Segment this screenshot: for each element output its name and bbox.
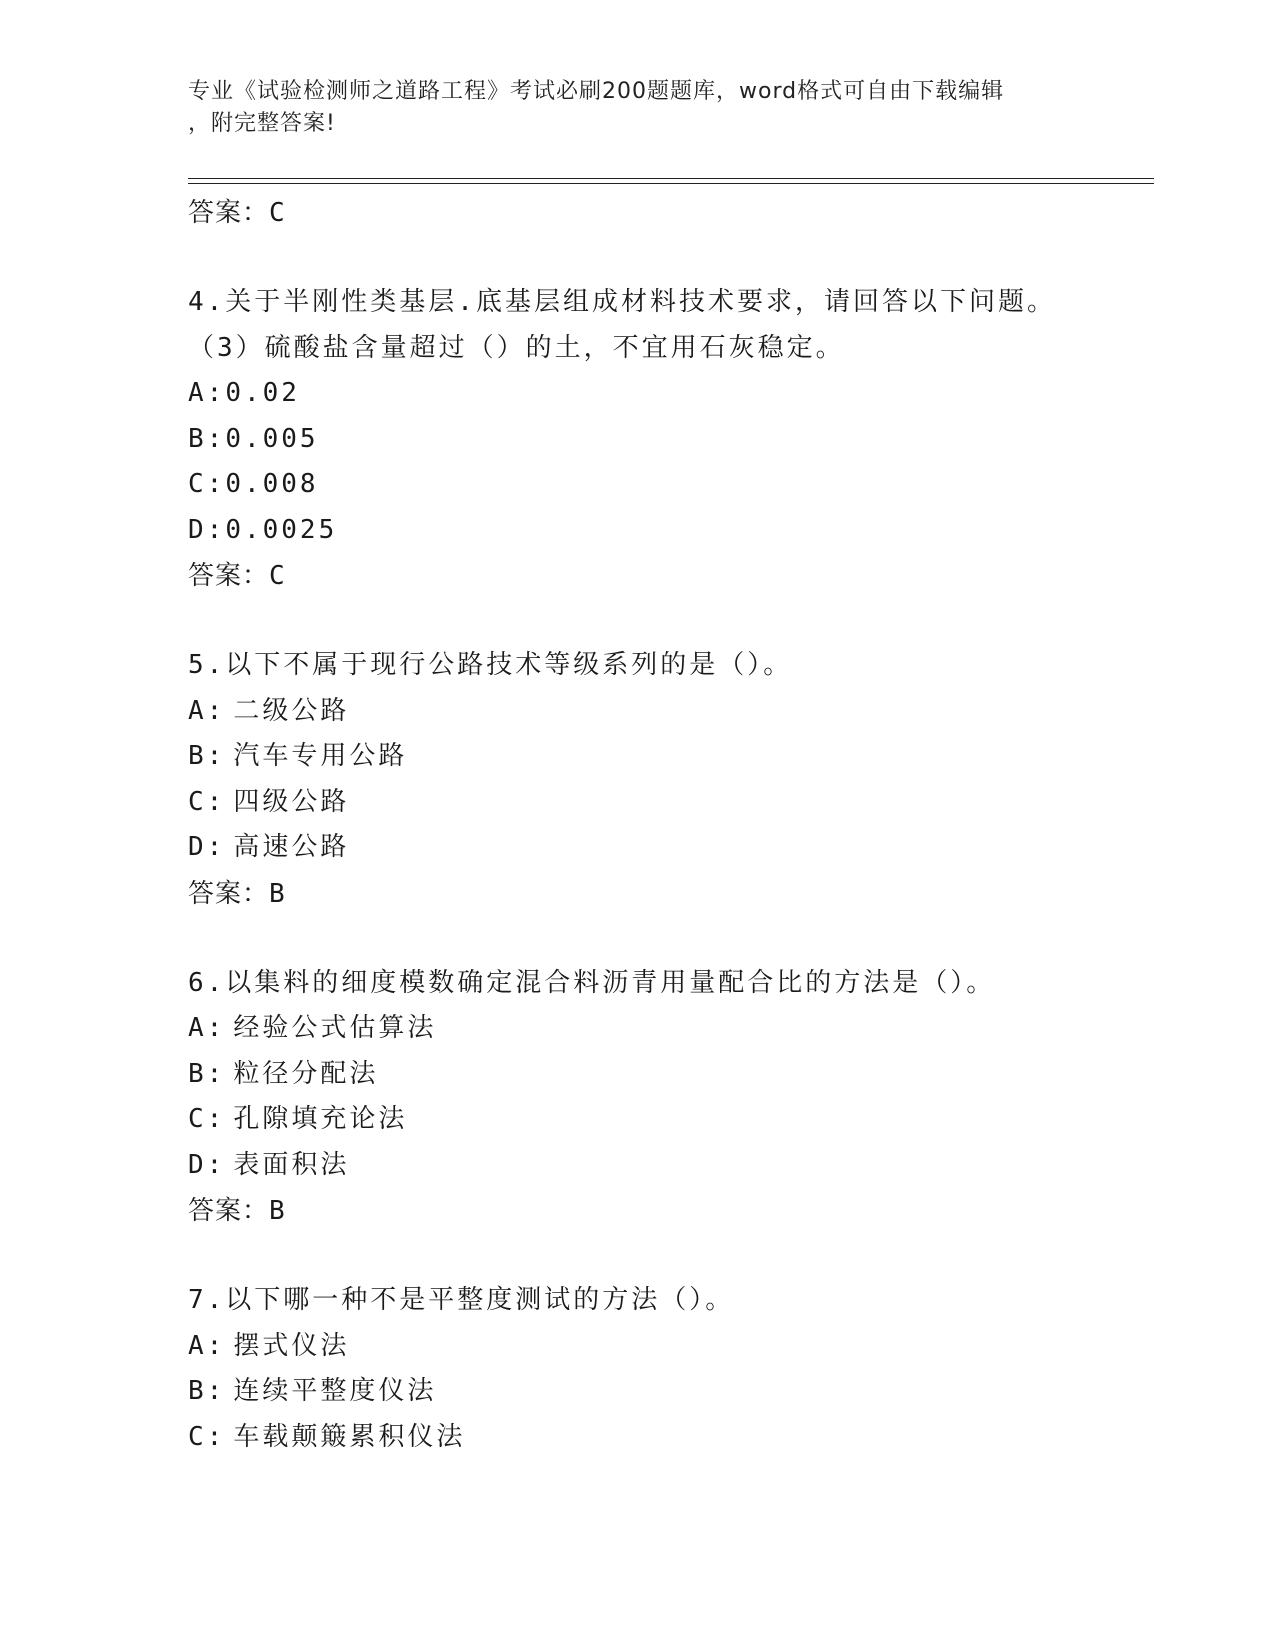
option-text: 0.008	[225, 469, 319, 499]
option-text: 经验公式估算法	[233, 1013, 437, 1043]
option-b	[188, 1369, 1148, 1415]
question-stem-continuation: （3）硫酸盐含量超过（）的土，不宜用石灰稳定。	[188, 332, 845, 363]
option-text: 表面积法	[233, 1149, 350, 1180]
answer-line	[188, 190, 1148, 236]
option-b	[188, 417, 1148, 463]
answer-line	[188, 1188, 1148, 1234]
option-d	[188, 825, 1148, 871]
option-letter: A:	[188, 1330, 226, 1361]
option-letter: B:	[188, 741, 226, 771]
header-divider-top	[188, 178, 1154, 179]
option-text: 汽车专用公路	[233, 741, 408, 771]
question-stem: 6.以集料的细度模数确定混合料沥青用量配合比的方法是（）。	[188, 967, 996, 998]
option-letter: C:	[188, 1104, 226, 1134]
option-a	[188, 1006, 1148, 1052]
option-b	[188, 1052, 1148, 1098]
option-a	[188, 1324, 1148, 1370]
question-stem: 5.以下不属于现行公路技术等级系列的是（）。	[188, 650, 793, 680]
option-text: 粒径分配法	[233, 1058, 379, 1089]
option-letter: B:	[188, 1058, 226, 1089]
option-d	[188, 508, 1148, 554]
option-letter: D:	[188, 1149, 226, 1180]
option-a	[188, 371, 1148, 417]
question-item	[188, 961, 1148, 1235]
answer-line	[188, 871, 1148, 917]
answer-label: 答案：	[188, 561, 270, 591]
question-item	[188, 643, 1148, 917]
option-c	[188, 462, 1148, 508]
header-divider-bottom	[188, 183, 1154, 184]
question-item	[188, 1278, 1148, 1460]
answer-value: B	[269, 878, 286, 909]
option-letter: A:	[188, 1013, 226, 1043]
option-d	[188, 1143, 1148, 1189]
option-c	[188, 1097, 1148, 1143]
answer-value: C	[269, 561, 286, 591]
option-text: 0.0025	[225, 514, 338, 545]
header-title-line: 专业《试验检测师之道路工程》考试必刷200题题库，word格式可自由下载编辑	[188, 79, 1005, 104]
option-c	[188, 1415, 1148, 1461]
document-header	[188, 76, 1088, 140]
option-text: 四级公路	[233, 786, 350, 817]
option-a	[188, 689, 1148, 735]
option-b	[188, 734, 1148, 780]
option-letter: C:	[188, 1421, 226, 1452]
option-letter: A:	[188, 378, 226, 408]
option-text: 摆式仪法	[233, 1330, 350, 1361]
option-text: 连续平整度仪法	[233, 1376, 437, 1406]
option-letter: B:	[188, 423, 226, 454]
option-text: 孔隙填充论法	[233, 1104, 408, 1134]
question-list	[188, 190, 1148, 1460]
question-stem: 7.以下哪一种不是平整度测试的方法（）。	[188, 1285, 735, 1315]
option-text: 二级公路	[233, 695, 350, 726]
answer-value: B	[269, 1196, 286, 1226]
option-text: 0.005	[225, 423, 319, 454]
option-text: 车载颠簸累积仪法	[233, 1421, 466, 1452]
option-letter: A:	[188, 695, 226, 726]
answer-label: 答案：	[188, 1196, 270, 1226]
answer-label: 答案：	[188, 198, 270, 228]
option-letter: D:	[188, 832, 226, 862]
option-letter: C:	[188, 469, 226, 499]
question-stem: 4.关于半刚性类基层.底基层组成材料技术要求，请回答以下问题。	[188, 287, 1056, 317]
option-text: 0.02	[225, 378, 300, 408]
option-text: 高速公路	[233, 832, 350, 862]
header-title-continuation: ，附完整答案!	[188, 111, 336, 136]
question-item	[188, 280, 1148, 599]
answer-value: C	[269, 198, 286, 228]
answer-line	[188, 553, 1148, 599]
option-c	[188, 780, 1148, 826]
answer-label: 答案：	[188, 878, 270, 909]
option-letter: C:	[188, 786, 226, 817]
option-letter: B:	[188, 1376, 226, 1406]
option-letter: D:	[188, 514, 226, 545]
